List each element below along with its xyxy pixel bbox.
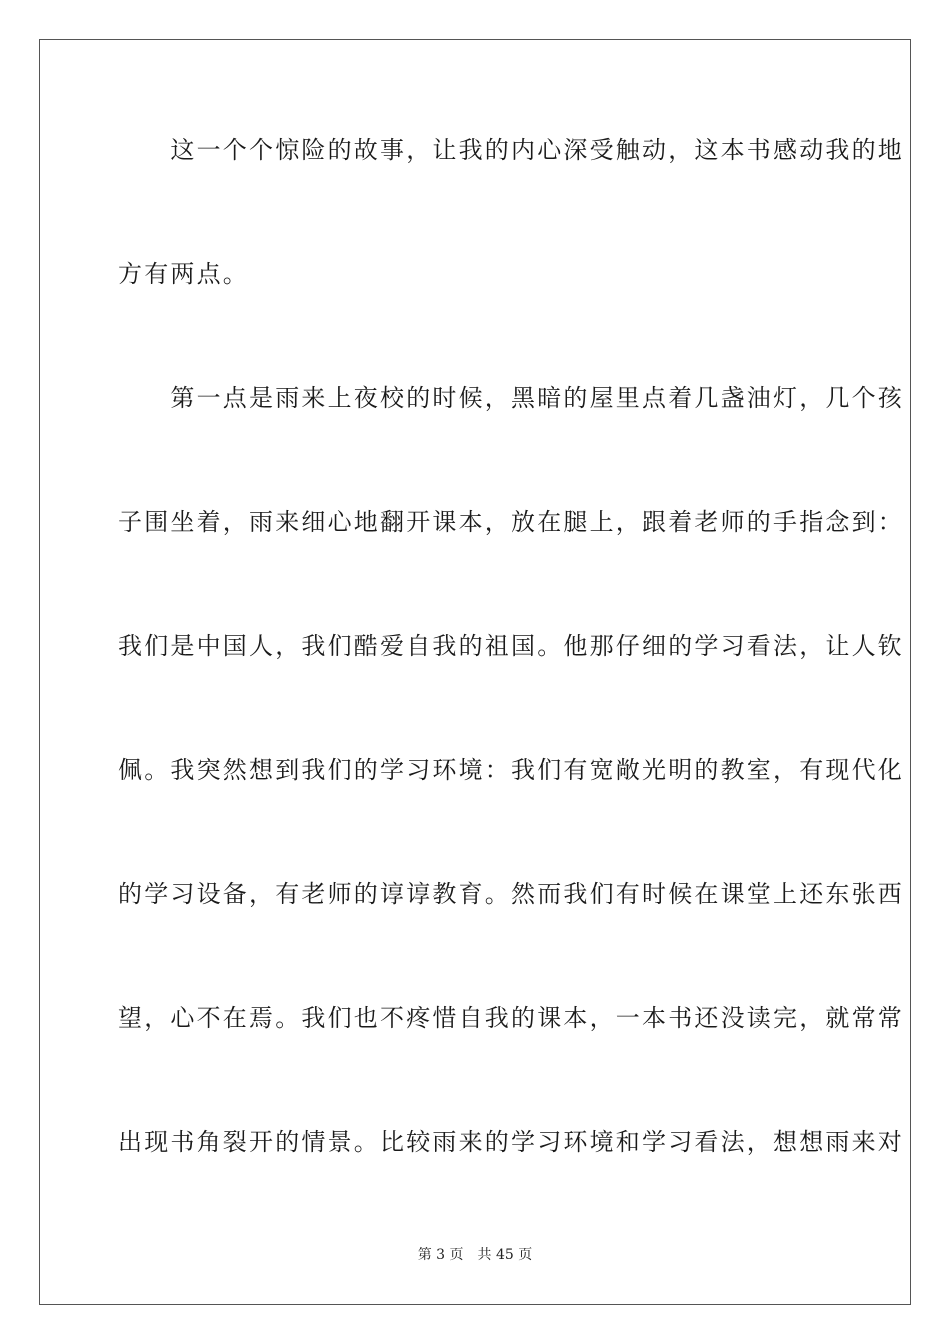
text-line: 的学习设备，有老师的谆谆教育。然而我们有时候在课堂上还东张西 bbox=[118, 880, 904, 908]
text-line: 佩。我突然想到我们的学习环境：我们有宽敞光明的教室，有现代化 bbox=[118, 756, 904, 784]
text-line: 望，心不在焉。我们也不疼惜自我的课本，一本书还没读完，就常常 bbox=[118, 1004, 904, 1032]
text-line: 这一个个惊险的故事，让我的内心深受触动，这本书感动我的地 bbox=[118, 136, 904, 164]
page-number: 第 3 页 bbox=[417, 1247, 464, 1263]
total-pages: 共 45 页 bbox=[477, 1247, 533, 1263]
page-footer bbox=[0, 1246, 950, 1264]
text-line: 方有两点。 bbox=[118, 260, 249, 288]
text-line: 我们是中国人，我们酷爱自我的祖国。他那仔细的学习看法，让人钦 bbox=[118, 632, 904, 660]
page-border bbox=[39, 39, 911, 1305]
text-line: 出现书角裂开的情景。比较雨来的学习环境和学习看法，想想雨来对 bbox=[118, 1128, 904, 1156]
text-line: 第一点是雨来上夜校的时候，黑暗的屋里点着几盏油灯，几个孩 bbox=[118, 384, 904, 412]
text-line: 子围坐着，雨来细心地翻开课本，放在腿上，跟着老师的手指念到： bbox=[118, 508, 904, 536]
